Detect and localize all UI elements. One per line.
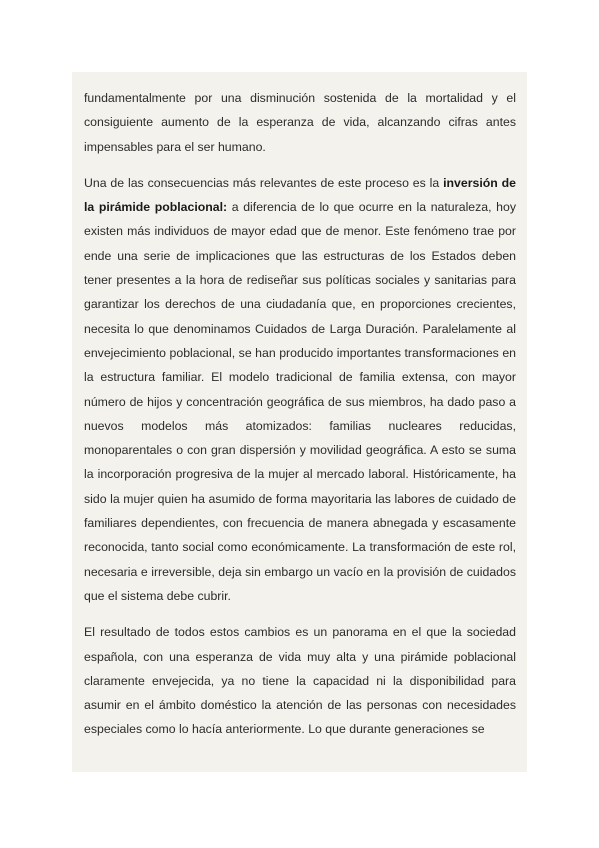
- paragraph-2-intro: Una de las consecuencias más relevantes de este proceso es la: [84, 175, 444, 190]
- paragraph-2-rest: a diferencia de lo que ocurre en la naturaleza, hoy existen más individuos de mayor edad que de menor. Este fenómeno trae por ende una serie de implicaciones que las estructuras de los Estados deben tener presentes a la hora de rediseñar sus políticas sociales y sanitarias para garantizar los derechos de una ciudadanía que, en proporciones crecientes, necesita lo que denominamos Cuidados de Larga Duración. Paralelamente al envejecimiento poblacional, se han producido importantes transformaciones en la estructura familiar. El modelo tradicional de familia extensa, con mayor número de hijos y concentración geográfica de sus miembros, ha dado paso a nuevos modelos más atomizados: familias nucleares reducidas, monoparentales o con gran dispersión y movilidad geográfica. A esto se suma la incorporación progresiva de la mujer al mercado laboral. Históricamente, ha sido la mujer quien ha asumido de forma mayoritaria las labores de cuidado de familiares dependientes, con frecuencia de manera abnegada y escasamente reconocida, tanto social como económicamente. La transformación de este rol, necesaria e irreversible, deja sin embargo un vacío en la provisión de cuidados que el sistema debe cubrir.: [84, 200, 516, 603]
- document-body: [84, 86, 516, 742]
- paragraph-3: El resultado de todos estos cambios es un panorama en el que la sociedad española, con una esperanza de vida muy alta y una pirámide poblacional claramente envejecida, ya no tiene la capacidad ni la disponibilidad para asumir en el ámbito doméstico la atención de las personas con necesidades especiales como lo hacía anteriormente. Lo que durante generaciones se: [84, 625, 516, 737]
- paragraph-1: fundamentalmente por una disminución sostenida de la mortalidad y el consiguiente aumento de la esperanza de vida, alcanzando cifras antes impensables para el ser humano.: [84, 91, 516, 154]
- bold-term-inversion-piramide: inversión de la pirámide poblacional:: [84, 175, 517, 215]
- paragraph-2: [84, 171, 516, 608]
